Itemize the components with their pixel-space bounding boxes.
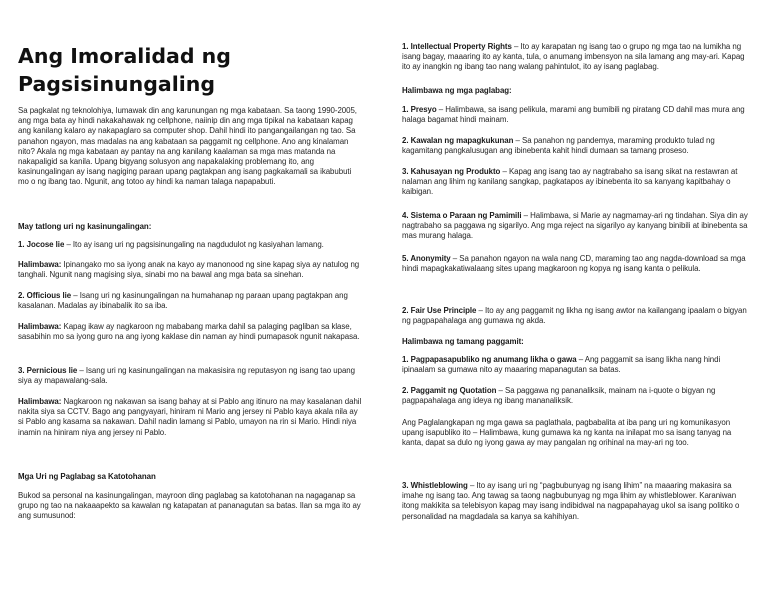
proper-use-heading: Halimbawa ng tamang paggamit: <box>402 337 524 346</box>
quotation-item <box>402 386 750 406</box>
whistleblowing-item <box>402 481 750 522</box>
kawalan-item <box>402 136 750 156</box>
presyo-item <box>402 105 750 125</box>
example-text: Kapag ikaw ay nagkaroon ng mababang marka dahil sa palaging pagliban sa klase, sasabihin mo sa iyong guro na ang iyong kaklase din naman ay hindi pumapasok ngunit nakapasa. <box>18 322 360 342</box>
presyo-term: 1. Presyo <box>402 105 437 114</box>
violations-heading: Mga Uri ng Paglabag sa Katotohanan <box>18 472 156 481</box>
presyo-definition: – Halimbawa, sa isang pelikula, marami ang bumibili ng piratang CD dahil mas mura ang halaga bagamat hindi mainam. <box>402 105 745 125</box>
sistema-item <box>402 211 750 242</box>
pernicious-lie-definition: – Isang uri ng kasinungalingan na makasisira ng reputasyon ng isang tao upang siya ay mapawalang-sala. <box>18 366 355 386</box>
fair-use-item <box>402 306 750 326</box>
kawalan-term: 2. Kawalan ng mapagkukunan <box>402 136 514 145</box>
example-label: Halimbawa: <box>18 260 62 269</box>
kahusayan-definition: – Kapag ang isang tao ay nagtrabaho sa isang sikat na restawran at nalaman ang lihim ng kanilang sangkap, pagkatapos ay ibinebenta ito sa kanyang kapitbahay o kaibigan. <box>402 167 738 197</box>
jocose-lie-definition: – Ito ay isang uri ng pagsisinungaling na nagdudulot ng kasiyahan lamang. <box>64 240 324 249</box>
paglalangkapan-paragraph: Ang Paglalangkapan ng mga gawa sa paglathala, pagbabalita at iba pang uri ng komunikasyon upang isapubliko ito – Halimbawa, kung gumawa ka ng kanta na inilapat mo sa isang tanyag na kanta, dapat sa dulo ng iyong gawa ay may pangalan ng orihinal na may-ari ng too. <box>402 418 732 448</box>
anonymity-term: 5. Anonymity <box>402 254 451 263</box>
jocose-lie-example <box>18 260 364 280</box>
pernicious-lie-example <box>18 397 364 438</box>
examples-heading: Halimbawa ng mga paglabag: <box>402 86 512 95</box>
example-label: Halimbawa: <box>18 397 62 406</box>
example-label: Halimbawa: <box>18 322 62 331</box>
pagpapasa-definition: – Ang paggamit sa isang likha nang hindi ipinaalam sa gumawa nito ay maaaring mapanagutan sa batas. <box>402 355 721 375</box>
page-title: Ang Imoralidad ng Pagsisinungaling <box>18 44 231 96</box>
example-text: Ipinangako mo sa iyong anak na kayo ay manonood ng sine kapag siya ay natulog ng tanghali. Ngunit nang magising siya, sinabi mo na bawal ang mga bata sa sinehan. <box>18 260 360 280</box>
kahusayan-item <box>402 167 750 198</box>
violations-intro: Bukod sa personal na kasinungalingan, mayroon ding paglabag sa katotohanan na nagaganap sa grupo ng tao na nakaaapekto sa kawalan ng katapatan at pananagutan sa batas. Ilan sa mga ito ay ang sumusunod: <box>18 491 361 521</box>
jocose-lie-item <box>18 240 364 250</box>
types-heading: May tatlong uri ng kasinungalingan: <box>18 222 152 231</box>
ipr-item <box>402 42 750 73</box>
example-text: Nagkaroon ng nakawan sa isang bahay at si Pablo ang itinuro na may kasalanan dahil nakita siya sa CCTV. Bago ang pangyayari, hiniram ni Mario ang jersey ni Pablo kaya akala nila ay si Pablo ang kasama sa nakawan. Dahil nadin lamang si Pablo, umayon na rin si Mario. Hindi niya inamin na hiniram niya ang jersey ni Pablo. <box>18 397 362 437</box>
fair-use-definition: – Ito ay ang paggamit ng likha ng isang awtor na kailangang ipaalam o bigyan ng pagpapahalaga ang gumawa ng akda. <box>402 306 747 326</box>
kawalan-definition: – Sa panahon ng pandemya, maraming produkto tulad ng kagamitang pangkalusugan ang ibinebenta kahit hindi dumaan sa tamang proseso. <box>402 136 715 156</box>
whistleblowing-term: 3. Whistleblowing <box>402 481 468 490</box>
pagpapasa-item <box>402 355 750 375</box>
quotation-term: 2. Paggamit ng Quotation <box>402 386 497 395</box>
officious-lie-example <box>18 322 364 342</box>
sistema-definition: – Halimbawa, si Marie ay nagmamay-ari ng tindahan. Siya din ay nagtrabaho sa paggawa ng sigarilyo. Ang mga reject na sigarilyo ay kanyang binibili at ibinebenta sa mas murang halaga. <box>402 211 748 241</box>
sistema-term: 4. Sistema o Paraan ng Pamimili <box>402 211 522 220</box>
jocose-lie-term: 1. Jocose lie <box>18 240 65 249</box>
officious-lie-term: 2. Officious lie <box>18 291 72 300</box>
pagpapasa-term: 1. Pagpapasapubliko ng anumang likha o gawa <box>402 355 577 364</box>
anonymity-definition: – Sa panahon ngayon na wala nang CD, maraming tao ang nagda-download sa mga hindi mapagkakatiwalaang sites upang magkaroon ng kopya ng isang kanta o pelikula. <box>402 254 746 274</box>
anonymity-item <box>402 254 750 274</box>
pernicious-lie-term: 3. Pernicious lie <box>18 366 78 375</box>
kahusayan-term: 3. Kahusayan ng Produkto <box>402 167 501 176</box>
intro-paragraph: Sa pagkalat ng teknolohiya, lumawak din ang karunungan ng mga kabataan. Sa taong 1990-2005, ang mga bata ay hindi nakakahawak ng cellphone, naiinip din ang mga tipikal na kabataan kapag ang kanilang kalaro ay nakapaglaro sa computer shop. Dahil hindi ito pangangailangan ng tao. Sa panahon ngayon, mas madalas na ang kabataan sa paggamit ng cellphone. Ano ang kinalaman nito? Akala ng mga kabataan ay pantay na ang kanilang kaalaman sa mga mas matanda na nakapaligid sa kanila. Upang bigyang solusyon ang napakalaking problemang ito, ang kasinungalingan ay isang nagiging paraan upang pagtakpan ang isang pagkakamali sa ikabubuti mo o ng ibang tao. Ngunit, ang totoo ay hindi ka naman talaga napapabuti. <box>18 106 357 187</box>
whistleblowing-definition: – Ito ay isang uri ng “pagbubunyag ng isang lihim” na maaaring makasira sa imahe ng isang tao. Ang tawag sa taong nagbubunyag ng mga lihim ay whistleblower. Karaniwan itong makikita sa telebisyon kapag may isang indibidwal na nagpapahayag ukol sa isang politiko o personalidad na magdadala sa kanya sa kahihiyan. <box>402 481 740 521</box>
fair-use-term: 2. Fair Use Principle <box>402 306 477 315</box>
ipr-definition: – Ito ay karapatan ng isang tao o grupo ng mga tao na lumikha ng isang bagay, maaaring ito ay kanta, tula, o anumang imbensyon na sila lamang ang may-ari. Kapag ito ay inangkin ng ibang tao nang walang pahintulot, ito ay isang paglabag. <box>402 42 745 72</box>
quotation-definition: – Sa paggawa ng pananaliksik, mainam na i-quote o bigyan ng pagpapahalaga ang ideya ng ibang mananaliksik. <box>402 386 716 406</box>
officious-lie-definition: – Isang uri ng kasinungalingan na humahanap ng paraan upang pagtakpan ang kasalanan. Madalas ay ibinabalik ito sa iba. <box>18 291 348 311</box>
pernicious-lie-item <box>18 366 364 386</box>
officious-lie-item <box>18 291 364 311</box>
ipr-term: 1. Intellectual Property Rights <box>402 42 512 51</box>
